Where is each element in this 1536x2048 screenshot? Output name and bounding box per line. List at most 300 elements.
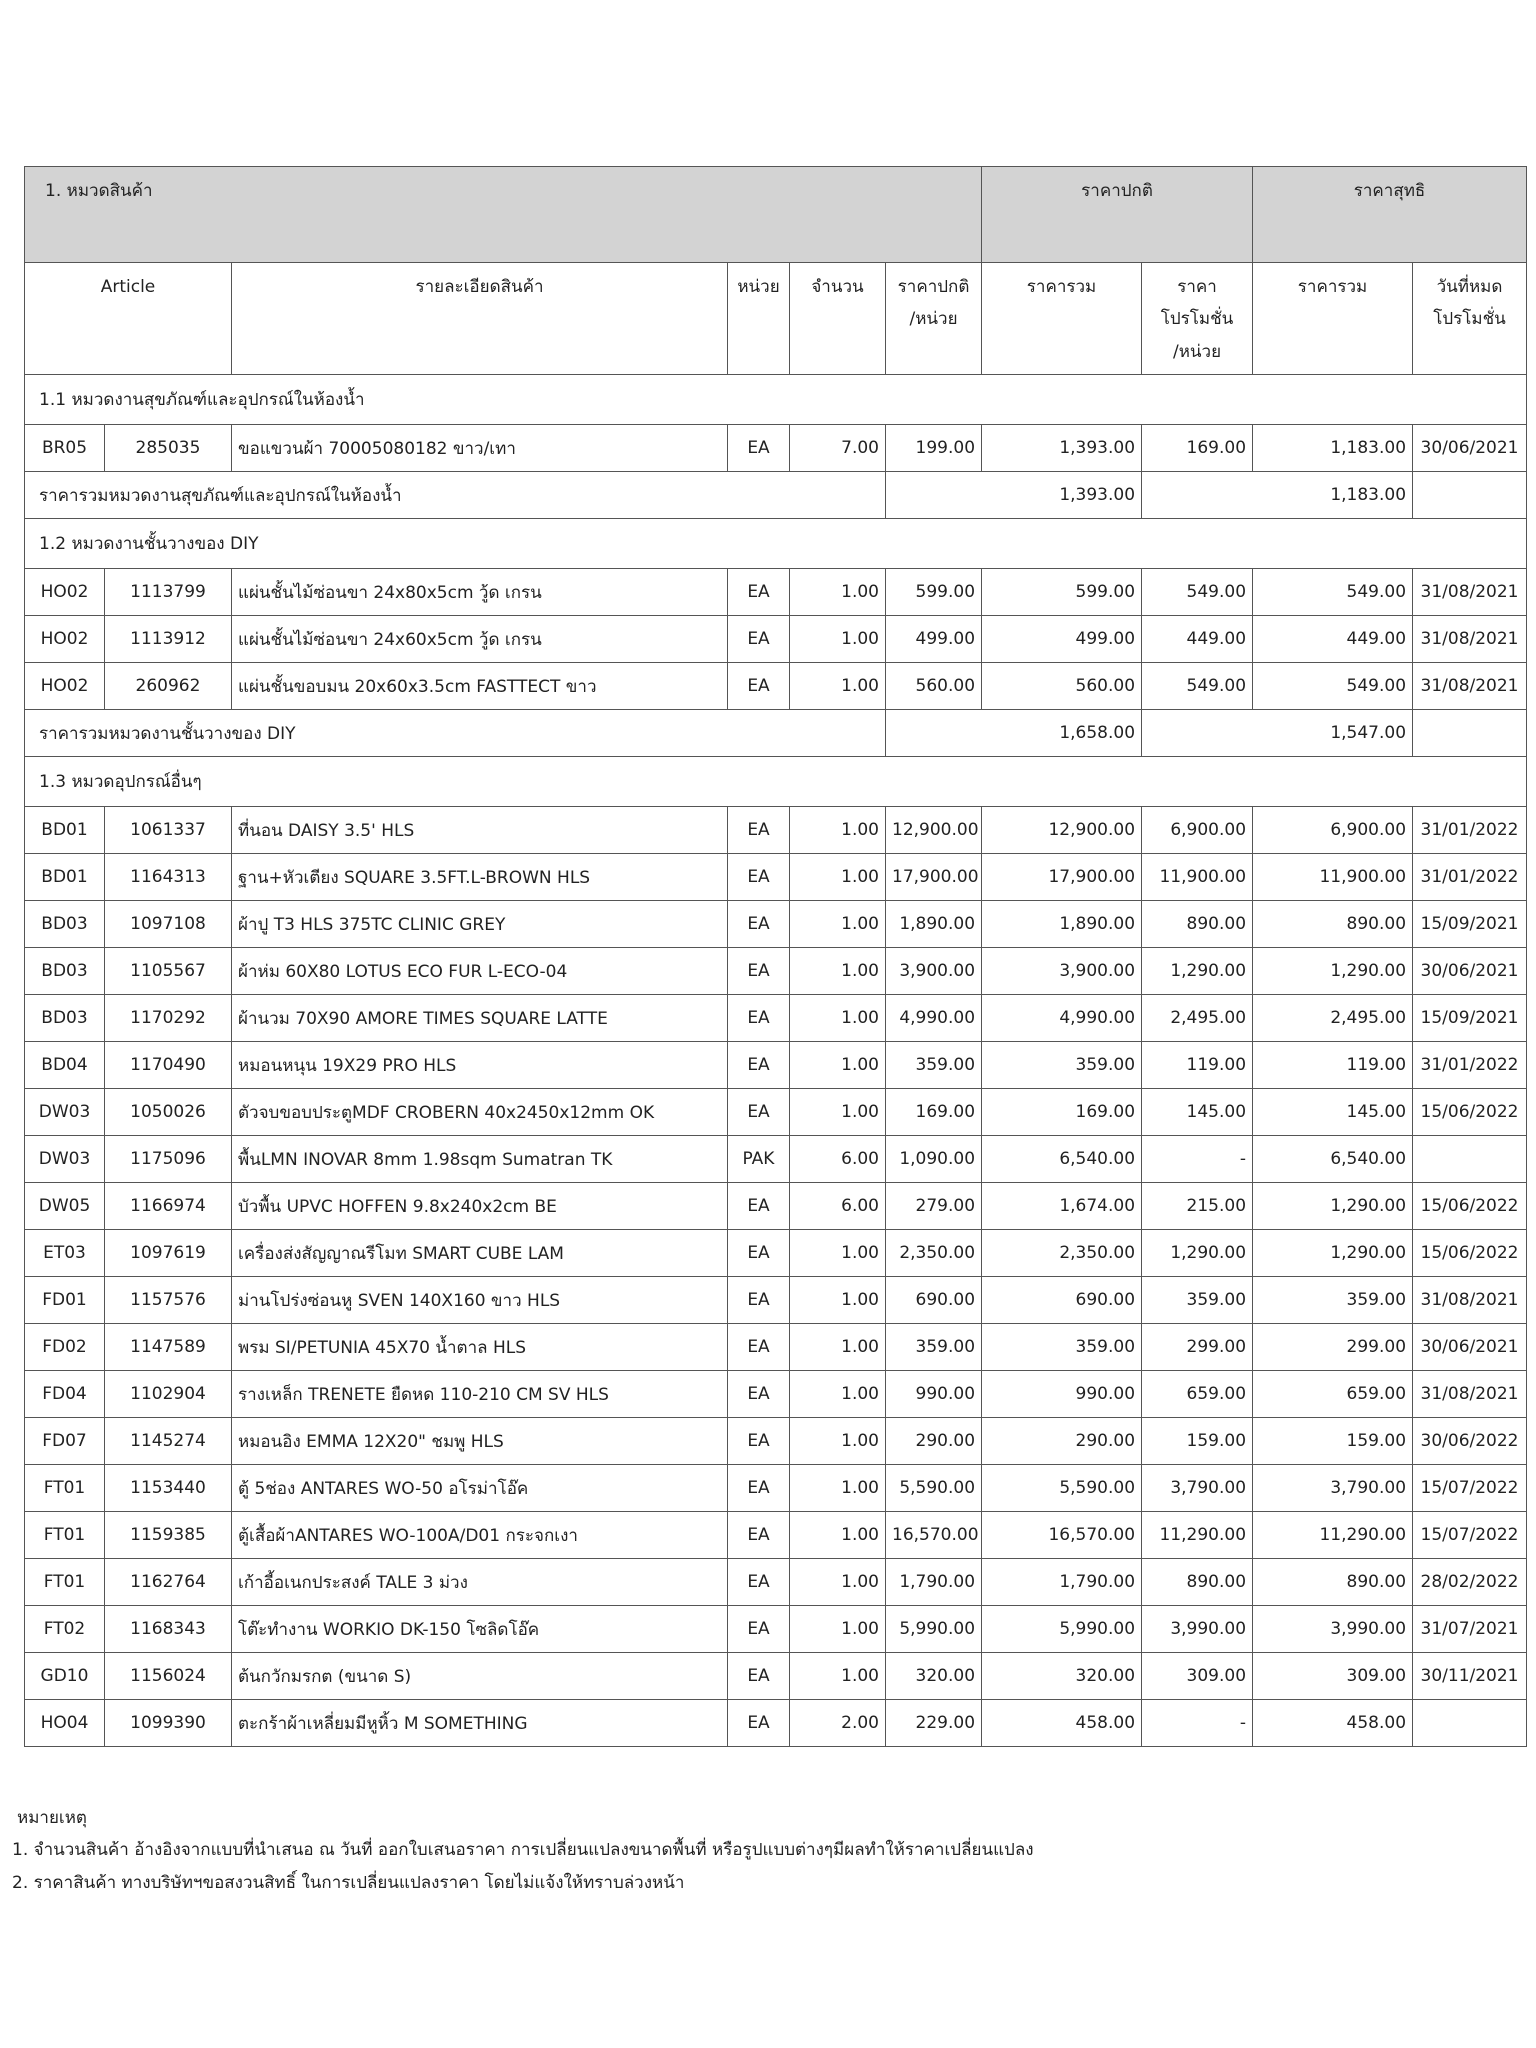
cell-unit: EA (728, 425, 790, 472)
cell-total: 1,890.00 (982, 901, 1142, 948)
table-row (25, 948, 1527, 995)
cell-promo-end: 31/01/2022 (1413, 854, 1527, 901)
cell-promo-price: 890.00 (1142, 901, 1253, 948)
cell-unit: EA (728, 1277, 790, 1324)
cell-qty: 1.00 (790, 569, 886, 616)
cell-qty: 1.00 (790, 1653, 886, 1700)
column-header-row (25, 263, 1527, 375)
cell-description: ขอแขวนผ้า 70005080182 ขาว/เทา (232, 425, 728, 472)
cell-category: ET03 (25, 1230, 105, 1277)
cell-promo-total: 1,183.00 (1253, 425, 1413, 472)
cell-promo-total: 299.00 (1253, 1324, 1413, 1371)
cell-promo-end (1413, 1700, 1527, 1747)
cell-unit-price: 560.00 (886, 663, 982, 710)
cell-category: BD03 (25, 901, 105, 948)
cell-promo-total: 549.00 (1253, 663, 1413, 710)
subtotal-empty (1413, 710, 1527, 757)
cell-total: 359.00 (982, 1324, 1142, 1371)
cell-category: FT01 (25, 1559, 105, 1606)
cell-promo-end: 30/11/2021 (1413, 1653, 1527, 1700)
cell-total: 990.00 (982, 1371, 1142, 1418)
cell-article: 1156024 (105, 1653, 232, 1700)
cell-promo-end: 15/06/2022 (1413, 1183, 1527, 1230)
cell-article: 285035 (105, 425, 232, 472)
cell-total: 690.00 (982, 1277, 1142, 1324)
notes (12, 1802, 1034, 1899)
cell-article: 1097619 (105, 1230, 232, 1277)
cell-total: 1,393.00 (982, 425, 1142, 472)
cell-description: รางเหล็ก TRENETE ยืดหด 110-210 CM SV HLS (232, 1371, 728, 1418)
col-end-line1: วันที่หมด (1436, 277, 1503, 297)
cell-promo-total: 549.00 (1253, 569, 1413, 616)
cell-unit: EA (728, 1042, 790, 1089)
cell-promo-total: 1,290.00 (1253, 948, 1413, 995)
subtotal-label: ราคารวมหมวดงานสุขภัณฑ์และอุปกรณ์ในห้องน้ำ (25, 472, 886, 519)
cell-unit-price: 16,570.00 (886, 1512, 982, 1559)
cell-unit-price: 1,790.00 (886, 1559, 982, 1606)
cell-promo-end: 15/07/2022 (1413, 1465, 1527, 1512)
cell-article: 1153440 (105, 1465, 232, 1512)
cell-article: 1166974 (105, 1183, 232, 1230)
cell-qty: 1.00 (790, 616, 886, 663)
cell-article: 1170490 (105, 1042, 232, 1089)
cell-promo-price: 2,495.00 (1142, 995, 1253, 1042)
cell-promo-end: 31/01/2022 (1413, 807, 1527, 854)
section-title-row (25, 375, 1527, 425)
cell-qty: 1.00 (790, 1042, 886, 1089)
cell-unit-price: 4,990.00 (886, 995, 982, 1042)
cell-description: แผ่นชั้นไม้ซ่อนขา 24x80x5cm วู้ด เกรน (232, 569, 728, 616)
cell-description: ผ้านวม 70X90 AMORE TIMES SQUARE LATTE (232, 995, 728, 1042)
cell-category: FD01 (25, 1277, 105, 1324)
cell-description: ตัวจบขอบประตูMDF CROBERN 40x2450x12mm OK (232, 1089, 728, 1136)
cell-qty: 6.00 (790, 1136, 886, 1183)
cell-qty: 1.00 (790, 995, 886, 1042)
cell-promo-end: 30/06/2021 (1413, 425, 1527, 472)
subtotal-spacer (1142, 472, 1253, 519)
cell-unit-price: 290.00 (886, 1418, 982, 1465)
table-row (25, 1371, 1527, 1418)
cell-unit: EA (728, 1512, 790, 1559)
table-row (25, 1089, 1527, 1136)
cell-promo-total: 458.00 (1253, 1700, 1413, 1747)
col-total: ราคารวม (982, 263, 1142, 375)
cell-unit: EA (728, 663, 790, 710)
cell-category: BD03 (25, 948, 105, 995)
cell-unit-price: 17,900.00 (886, 854, 982, 901)
table-row (25, 901, 1527, 948)
cell-qty: 1.00 (790, 1512, 886, 1559)
cell-article: 1175096 (105, 1136, 232, 1183)
table-row (25, 1183, 1527, 1230)
cell-total: 5,590.00 (982, 1465, 1142, 1512)
cell-total: 599.00 (982, 569, 1142, 616)
table-row (25, 616, 1527, 663)
col-unit-price-line2: /หน่วย (909, 309, 958, 330)
cell-total: 16,570.00 (982, 1512, 1142, 1559)
cell-unit-price: 3,900.00 (886, 948, 982, 995)
cell-unit-price: 359.00 (886, 1324, 982, 1371)
cell-unit-price: 599.00 (886, 569, 982, 616)
cell-total: 169.00 (982, 1089, 1142, 1136)
cell-total: 560.00 (982, 663, 1142, 710)
cell-promo-end: 31/01/2022 (1413, 1042, 1527, 1089)
cell-category: FD02 (25, 1324, 105, 1371)
cell-promo-total: 119.00 (1253, 1042, 1413, 1089)
cell-unit: EA (728, 1465, 790, 1512)
cell-article: 260962 (105, 663, 232, 710)
table-row (25, 1230, 1527, 1277)
cell-promo-end: 31/08/2021 (1413, 569, 1527, 616)
section-title-row (25, 519, 1527, 569)
subtotal-net: 1,183.00 (1253, 472, 1413, 519)
table-row (25, 425, 1527, 472)
table-row (25, 1042, 1527, 1089)
col-unit-price-line1: ราคาปกติ (897, 277, 970, 297)
col-description: รายละเอียดสินค้า (232, 263, 728, 375)
cell-unit: EA (728, 901, 790, 948)
cell-promo-total: 449.00 (1253, 616, 1413, 663)
cell-unit: EA (728, 995, 790, 1042)
cell-article: 1164313 (105, 854, 232, 901)
cell-article: 1097108 (105, 901, 232, 948)
table-row (25, 1700, 1527, 1747)
cell-total: 1,674.00 (982, 1183, 1142, 1230)
cell-qty: 1.00 (790, 663, 886, 710)
cell-description: ที่นอน DAISY 3.5' HLS (232, 807, 728, 854)
category-header: 1. หมวดสินค้า (25, 167, 982, 263)
cell-promo-end: 15/06/2022 (1413, 1230, 1527, 1277)
cell-promo-total: 659.00 (1253, 1371, 1413, 1418)
cell-qty: 6.00 (790, 1183, 886, 1230)
cell-unit-price: 199.00 (886, 425, 982, 472)
cell-qty: 7.00 (790, 425, 886, 472)
cell-category: HO02 (25, 569, 105, 616)
cell-total: 3,900.00 (982, 948, 1142, 995)
cell-promo-price: 169.00 (1142, 425, 1253, 472)
cell-unit-price: 5,590.00 (886, 1465, 982, 1512)
cell-promo-price: 1,290.00 (1142, 948, 1253, 995)
cell-total: 458.00 (982, 1700, 1142, 1747)
cell-promo-price: 119.00 (1142, 1042, 1253, 1089)
price-table (24, 166, 1527, 1747)
cell-category: FD04 (25, 1371, 105, 1418)
cell-promo-total: 6,900.00 (1253, 807, 1413, 854)
cell-unit: EA (728, 807, 790, 854)
cell-promo-price: 659.00 (1142, 1371, 1253, 1418)
cell-promo-end: 15/09/2021 (1413, 995, 1527, 1042)
cell-description: ม่านโปร่งซ่อนหู SVEN 140X160 ขาว HLS (232, 1277, 728, 1324)
cell-promo-total: 1,290.00 (1253, 1183, 1413, 1230)
cell-promo-price: 1,290.00 (1142, 1230, 1253, 1277)
table-row (25, 1136, 1527, 1183)
subtotal-spacer (886, 710, 982, 757)
col-promo-end (1413, 263, 1527, 375)
cell-qty: 1.00 (790, 807, 886, 854)
table-row (25, 807, 1527, 854)
cell-promo-total: 6,540.00 (1253, 1136, 1413, 1183)
cell-unit-price: 5,990.00 (886, 1606, 982, 1653)
cell-promo-total: 159.00 (1253, 1418, 1413, 1465)
cell-category: BD01 (25, 854, 105, 901)
cell-promo-price: 3,990.00 (1142, 1606, 1253, 1653)
cell-promo-price: 449.00 (1142, 616, 1253, 663)
col-unit-price (886, 263, 982, 375)
subtotal-row (25, 710, 1527, 757)
cell-unit-price: 499.00 (886, 616, 982, 663)
cell-unit: EA (728, 569, 790, 616)
cell-unit-price: 12,900.00 (886, 807, 982, 854)
cell-total: 17,900.00 (982, 854, 1142, 901)
cell-article: 1168343 (105, 1606, 232, 1653)
cell-category: FD07 (25, 1418, 105, 1465)
cell-unit: EA (728, 854, 790, 901)
cell-article: 1157576 (105, 1277, 232, 1324)
cell-category: BD01 (25, 807, 105, 854)
cell-promo-end: 31/07/2021 (1413, 1606, 1527, 1653)
table-row (25, 854, 1527, 901)
cell-promo-end: 30/06/2022 (1413, 1418, 1527, 1465)
cell-promo-price: 6,900.00 (1142, 807, 1253, 854)
cell-unit: EA (728, 1230, 790, 1277)
cell-promo-total: 890.00 (1253, 901, 1413, 948)
cell-category: DW03 (25, 1136, 105, 1183)
cell-unit: EA (728, 948, 790, 995)
cell-category: DW03 (25, 1089, 105, 1136)
net-price-header: ราคาสุทธิ (1253, 167, 1527, 263)
cell-unit-price: 1,890.00 (886, 901, 982, 948)
cell-description: ผ้าห่ม 60X80 LOTUS ECO FUR L-ECO-04 (232, 948, 728, 995)
cell-description: ฐาน+หัวเตียง SQUARE 3.5FT.L-BROWN HLS (232, 854, 728, 901)
table-row (25, 1324, 1527, 1371)
cell-unit: EA (728, 1606, 790, 1653)
cell-promo-end: 30/06/2021 (1413, 1324, 1527, 1371)
cell-unit-price: 1,090.00 (886, 1136, 982, 1183)
cell-unit: EA (728, 1183, 790, 1230)
cell-unit-price: 169.00 (886, 1089, 982, 1136)
col-article: Article (25, 263, 232, 375)
cell-promo-price: 3,790.00 (1142, 1465, 1253, 1512)
cell-description: หมอนหนุน 19X29 PRO HLS (232, 1042, 728, 1089)
cell-description: แผ่นชั้นขอบมน 20x60x3.5cm FASTTECT ขาว (232, 663, 728, 710)
cell-promo-end: 31/08/2021 (1413, 1277, 1527, 1324)
table-row (25, 663, 1527, 710)
col-promo-line3: /หน่วย (1172, 341, 1222, 362)
cell-promo-total: 1,290.00 (1253, 1230, 1413, 1277)
cell-category: HO02 (25, 616, 105, 663)
col-unit: หน่วย (728, 263, 790, 375)
table-row (25, 1606, 1527, 1653)
cell-category: HO02 (25, 663, 105, 710)
cell-total: 1,790.00 (982, 1559, 1142, 1606)
subtotal-row (25, 472, 1527, 519)
table-row (25, 1277, 1527, 1324)
cell-promo-price: 890.00 (1142, 1559, 1253, 1606)
cell-category: HO04 (25, 1700, 105, 1747)
col-qty: จำนวน (790, 263, 886, 375)
cell-total: 4,990.00 (982, 995, 1142, 1042)
cell-article: 1170292 (105, 995, 232, 1042)
cell-unit: EA (728, 1324, 790, 1371)
cell-promo-end: 15/06/2022 (1413, 1089, 1527, 1136)
note-item: 2. ราคาสินค้า ทางบริษัทฯขอสงวนสิทธิ์ ในการเปลี่ยนแปลงราคา โดยไม่แจ้งให้ทราบล่วงหน้า (12, 1872, 685, 1893)
cell-article: 1061337 (105, 807, 232, 854)
table-header-row (25, 167, 1527, 263)
cell-unit-price: 229.00 (886, 1700, 982, 1747)
section-title: 1.2 หมวดงานชั้นวางของ DIY (25, 519, 1527, 569)
cell-promo-end: 31/08/2021 (1413, 1371, 1527, 1418)
cell-total: 359.00 (982, 1042, 1142, 1089)
table-row (25, 995, 1527, 1042)
cell-article: 1145274 (105, 1418, 232, 1465)
cell-unit: EA (728, 1700, 790, 1747)
cell-total: 2,350.00 (982, 1230, 1142, 1277)
table-row (25, 569, 1527, 616)
cell-promo-price: 309.00 (1142, 1653, 1253, 1700)
cell-promo-price: 145.00 (1142, 1089, 1253, 1136)
cell-unit: EA (728, 616, 790, 663)
cell-description: เครื่องส่งสัญญาณรีโมท SMART CUBE LAM (232, 1230, 728, 1277)
note-item: 1. จำนวนสินค้า อ้างอิงจากแบบที่นำเสนอ ณ วันที่ ออกใบเสนอราคา การเปลี่ยนแปลงขนาดพื้นที่ หรือรูปแบบต่างๆมีผลทำให้ราคาเปลี่ยนแปลง (12, 1840, 1034, 1861)
cell-article: 1102904 (105, 1371, 232, 1418)
cell-article: 1050026 (105, 1089, 232, 1136)
cell-qty: 1.00 (790, 1089, 886, 1136)
cell-total: 6,540.00 (982, 1136, 1142, 1183)
cell-qty: 1.00 (790, 1606, 886, 1653)
cell-category: BD03 (25, 995, 105, 1042)
cell-unit-price: 279.00 (886, 1183, 982, 1230)
cell-qty: 1.00 (790, 1324, 886, 1371)
cell-total: 12,900.00 (982, 807, 1142, 854)
cell-promo-price: 299.00 (1142, 1324, 1253, 1371)
cell-description: พรม SI/PETUNIA 45X70 น้ำตาล HLS (232, 1324, 728, 1371)
cell-unit-price: 359.00 (886, 1042, 982, 1089)
cell-qty: 1.00 (790, 1418, 886, 1465)
cell-category: GD10 (25, 1653, 105, 1700)
cell-qty: 1.00 (790, 1465, 886, 1512)
cell-unit: PAK (728, 1136, 790, 1183)
cell-qty: 1.00 (790, 1559, 886, 1606)
cell-description: ต้นกวักมรกต (ขนาด S) (232, 1653, 728, 1700)
table-row (25, 1653, 1527, 1700)
col-promo-line1: ราคา (1177, 277, 1217, 297)
subtotal-regular: 1,393.00 (982, 472, 1142, 519)
subtotal-spacer (886, 472, 982, 519)
cell-promo-end: 15/09/2021 (1413, 901, 1527, 948)
cell-description: หมอนอิง EMMA 12X20" ชมพู HLS (232, 1418, 728, 1465)
col-promo-line2: โปรโมชั่น (1160, 309, 1234, 330)
cell-category: FT01 (25, 1465, 105, 1512)
table-row (25, 1512, 1527, 1559)
cell-description: พื้นLMN INOVAR 8mm 1.98sqm Sumatran TK (232, 1136, 728, 1183)
cell-unit: EA (728, 1371, 790, 1418)
cell-qty: 1.00 (790, 948, 886, 995)
cell-qty: 1.00 (790, 854, 886, 901)
cell-description: บัวพื้น UPVC HOFFEN 9.8x240x2cm BE (232, 1183, 728, 1230)
cell-unit-price: 690.00 (886, 1277, 982, 1324)
subtotal-regular: 1,658.00 (982, 710, 1142, 757)
cell-promo-end: 15/07/2022 (1413, 1512, 1527, 1559)
section-title: 1.3 หมวดอุปกรณ์อื่นๆ (25, 757, 1527, 807)
cell-description: ตะกร้าผ้าเหลี่ยมมีหูหิ้ว M SOMETHING (232, 1700, 728, 1747)
subtotal-spacer (1142, 710, 1253, 757)
cell-article: 1162764 (105, 1559, 232, 1606)
section-title-row (25, 757, 1527, 807)
cell-total: 290.00 (982, 1418, 1142, 1465)
cell-unit-price: 990.00 (886, 1371, 982, 1418)
cell-total: 320.00 (982, 1653, 1142, 1700)
cell-qty: 1.00 (790, 901, 886, 948)
cell-description: ตู้เสื้อผ้าANTARES WO-100A/D01 กระจกเงา (232, 1512, 728, 1559)
subtotal-label: ราคารวมหมวดงานชั้นวางของ DIY (25, 710, 886, 757)
cell-category: DW05 (25, 1183, 105, 1230)
cell-description: โต๊ะทำงาน WORKIO DK-150 โซลิดโอ๊ค (232, 1606, 728, 1653)
table-row (25, 1418, 1527, 1465)
cell-promo-end: 31/08/2021 (1413, 616, 1527, 663)
cell-promo-end: 28/02/2022 (1413, 1559, 1527, 1606)
notes-title: หมายเหตุ (17, 1808, 87, 1828)
cell-promo-end: 31/08/2021 (1413, 663, 1527, 710)
cell-article: 1105567 (105, 948, 232, 995)
cell-promo-total: 11,290.00 (1253, 1512, 1413, 1559)
table-row (25, 1559, 1527, 1606)
cell-promo-total: 3,790.00 (1253, 1465, 1413, 1512)
cell-promo-total: 145.00 (1253, 1089, 1413, 1136)
cell-qty: 2.00 (790, 1700, 886, 1747)
col-end-line2: โปรโมชั่น (1433, 309, 1506, 330)
cell-promo-total: 3,990.00 (1253, 1606, 1413, 1653)
cell-promo-price: - (1142, 1136, 1253, 1183)
cell-description: ตู้ 5ช่อง ANTARES WO-50 อโรม่าโอ๊ค (232, 1465, 728, 1512)
cell-article: 1099390 (105, 1700, 232, 1747)
cell-category: FT02 (25, 1606, 105, 1653)
subtotal-empty (1413, 472, 1527, 519)
cell-promo-price: 359.00 (1142, 1277, 1253, 1324)
cell-total: 5,990.00 (982, 1606, 1142, 1653)
cell-promo-total: 11,900.00 (1253, 854, 1413, 901)
cell-promo-price: 159.00 (1142, 1418, 1253, 1465)
cell-qty: 1.00 (790, 1230, 886, 1277)
table-row (25, 1465, 1527, 1512)
cell-promo-price: 215.00 (1142, 1183, 1253, 1230)
cell-article: 1147589 (105, 1324, 232, 1371)
cell-category: BR05 (25, 425, 105, 472)
subtotal-net: 1,547.00 (1253, 710, 1413, 757)
col-promo-total: ราคารวม (1253, 263, 1413, 375)
cell-category: BD04 (25, 1042, 105, 1089)
cell-promo-total: 309.00 (1253, 1653, 1413, 1700)
cell-promo-total: 2,495.00 (1253, 995, 1413, 1042)
cell-promo-price: 549.00 (1142, 569, 1253, 616)
cell-article: 1159385 (105, 1512, 232, 1559)
cell-description: เก้าอี้อเนกประสงค์ TALE 3 ม่วง (232, 1559, 728, 1606)
cell-total: 499.00 (982, 616, 1142, 663)
cell-promo-price: 549.00 (1142, 663, 1253, 710)
cell-category: FT01 (25, 1512, 105, 1559)
cell-qty: 1.00 (790, 1277, 886, 1324)
cell-article: 1113799 (105, 569, 232, 616)
cell-unit-price: 2,350.00 (886, 1230, 982, 1277)
cell-unit: EA (728, 1418, 790, 1465)
cell-promo-end (1413, 1136, 1527, 1183)
cell-unit: EA (728, 1559, 790, 1606)
cell-article: 1113912 (105, 616, 232, 663)
regular-price-header: ราคาปกติ (982, 167, 1253, 263)
cell-promo-end: 30/06/2021 (1413, 948, 1527, 995)
cell-promo-total: 359.00 (1253, 1277, 1413, 1324)
cell-promo-price: 11,290.00 (1142, 1512, 1253, 1559)
cell-description: ผ้าปู T3 HLS 375TC CLINIC GREY (232, 901, 728, 948)
